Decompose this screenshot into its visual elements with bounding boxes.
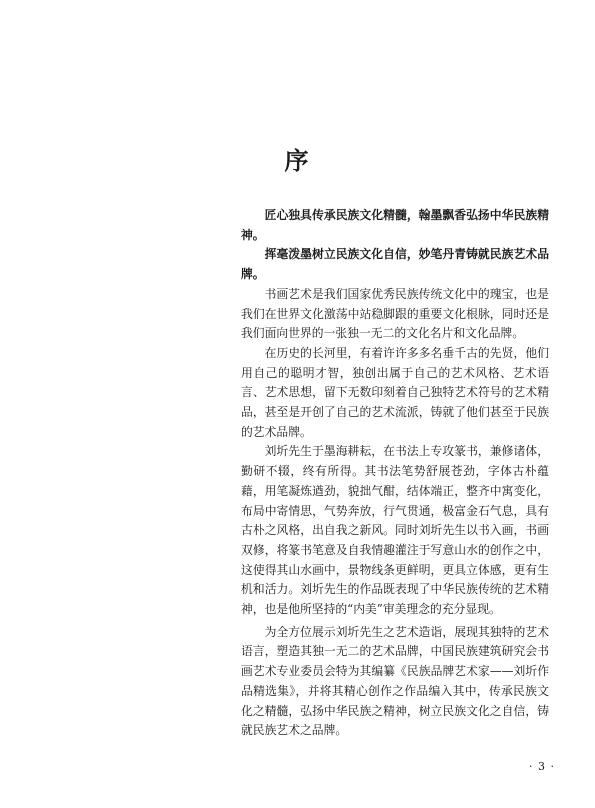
page-number: · 3 ·	[529, 760, 555, 773]
paragraph-historical-masters: 在历史的长河里，有着许许多多名垂千古的先贤，他们用自己的聪明才智，独创出属于自己的艺术风格、艺术语言、艺术思想，留下无数印刻着自己独特艺术符号的艺术精品，甚至是开创了自己的艺术流派，铸就了他们甚至于民族的艺术品牌。	[241, 345, 549, 439]
opening-couplet-line-2: 挥毫泼墨树立民族文化自信，妙笔丹青铸就民族艺术品牌。	[241, 247, 549, 282]
paragraph-collection-intro: 为全方位展示刘圻先生之艺术造诣，展现其独特的艺术语言，塑造其独一无二的艺术品牌，中国民族建筑研究会书画艺术专业委员会特为其编纂《民族品牌艺术家——刘圻作品精选集》，并将其精心创作之作品编入其中，传承民族文化之精髓，弘扬中华民族之精神，树立民族文化之自信，铸就民族艺术之品牌。	[241, 624, 549, 738]
preface-body	[241, 206, 549, 741]
paragraph-artist-style: 刘圻先生于墨海耕耘，在书法上专攻篆书，兼修诸体，勤研不辍，终有所得。其书法笔势舒展苍劲，字体古朴蕴藉，用笔凝炼遒劲，貌拙气酣，结体端正，整齐中寓变化，布局中寄情思，气势奔放，行气贯通，极富金石气息，具有古朴之风格，出自我之新风。同时刘圻先生以书入画，书画双修，将篆书笔意及自我情趣灌注于写意山水的创作之中，这使得其山水画中，景物线条更鲜明，更具立体感，更有生机和活力。刘圻先生的作品既表现了中华民族传统的艺术精神，也是他所坚持的“内美”审美理念的充分显现。	[241, 444, 549, 617]
paragraph-calligraphy-heritage: 书画艺术是我们国家优秀民族传统文化中的瑰宝，也是我们在世界文化激荡中站稳脚跟的重要文化根脉，同时还是我们面向世界的一张独一无二的文化名片和文化品牌。	[241, 286, 549, 341]
page-title: 序	[284, 146, 311, 175]
opening-couplet-line-1: 匠心独具传承民族文化精髓，翰墨飘香弘扬中华民族精神。	[241, 208, 549, 242]
